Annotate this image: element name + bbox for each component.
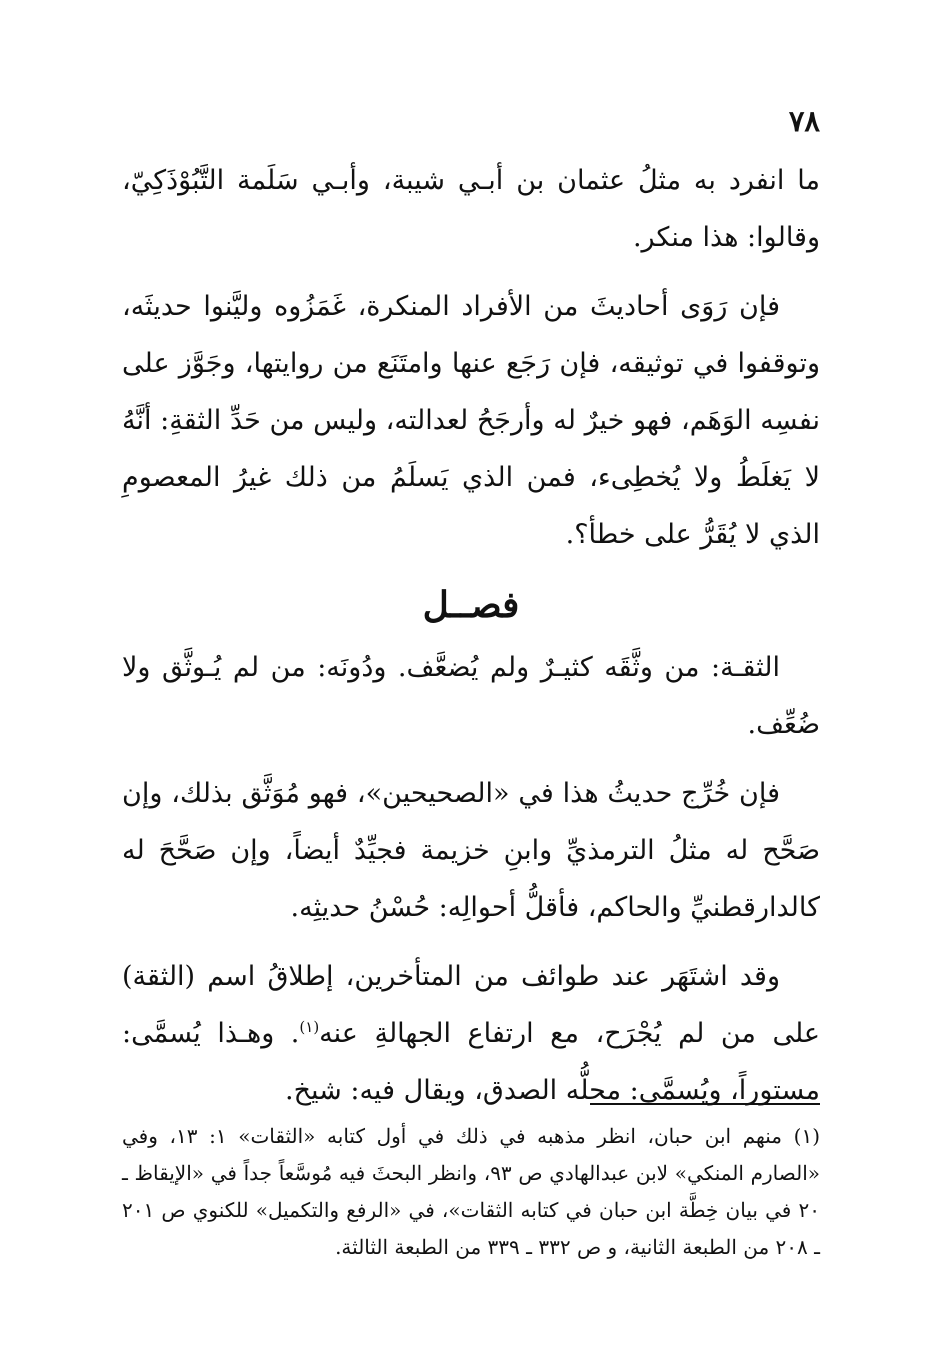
paragraph-3: الثقـة: من وثَّقَه كثيـرٌ ولم يُضعَّف. ودُونَه: من لم يُـوثَّق ولا ضُعِّف. <box>122 652 820 740</box>
page-number: ٧٨ <box>788 104 820 138</box>
footnote-1: (١) منهم ابن حبان، انظر مذهبه في ذلك في أول كتابه «الثقات» ١: ١٣، وفي «الصارم المنكي» لابن عبدالهادي ص ٩٣، وانظر البحثَ فيه مُوسَّعاً جداً في «الإيقاظ ـ ٢٠ في بيان خِطَّة ابن حبان في كتابه الثقات»، في «الرفع والتكميل» للكنوي ص ٢٠١ ـ ٢٠٨ من الطبعة الثانية، و ص ٣٣٢ ـ ٣٣٩ من الطبعة الثالثة. <box>122 1124 821 1259</box>
footnotes <box>122 1118 820 1266</box>
paragraph-5-text-b: . وهـذا يُسمَّى: مستوراً، ويُسمَّى: محلُّه الصدق، ويقال فيه: شيخ. <box>122 1018 820 1106</box>
paragraph-5-text-a: وقد اشتَهَر عند طوائف من المتأخرين، إطلاقُ اسم (الثقة) على من لم يُجْرَح، مع ارتفاع الجهالةِ عنه <box>122 961 820 1049</box>
main-text <box>122 152 820 1131</box>
paragraph-4: فإن خُرِّج حديثُ هذا في «الصحيحين»، فهو مُوَثَّق بذلك، وإن صَحَّح له مثلُ الترمذيِّ وابنِ خزيمة فجيِّدٌ أيضاً، وإن صَحَّحَ له كالدارقطنيِّ والحاكم، فأقلُّ أحوالِه: حُسْنُ حديثِه. <box>122 778 820 923</box>
section-title: فصــل <box>422 584 520 626</box>
paragraph-5 <box>122 948 820 1119</box>
paragraph-1: ما انفرد به مثلُ عثمان بن أبـي شيبة، وأبـي سَلَمة التَّبُوْذَكِيّ، وقالوا: هذا منكر. <box>122 165 820 253</box>
footnote-divider <box>590 1103 820 1105</box>
paragraph-2: فإن رَوَى أحاديثَ من الأفراد المنكرة، غَمَزُوه وليَّنوا حديثَه، وتوقفوا في توثيقه، فإن رَجَع عنها وامتَنَع من روايتها، وجَوَّز على نفسِه الوَهَم، فهو خيرٌ له وأرجَحُ لعدالته، وليس من حَدِّ الثقةِ: أنَّهُ لا يَغلَطُ ولا يُخطِىء، فمن الذي يَسلَمُ من ذلك غيرُ المعصومِ الذي لا يُقَرُّ على خطأ؟. <box>122 291 820 550</box>
footnote-marker: (١) <box>299 1018 320 1036</box>
